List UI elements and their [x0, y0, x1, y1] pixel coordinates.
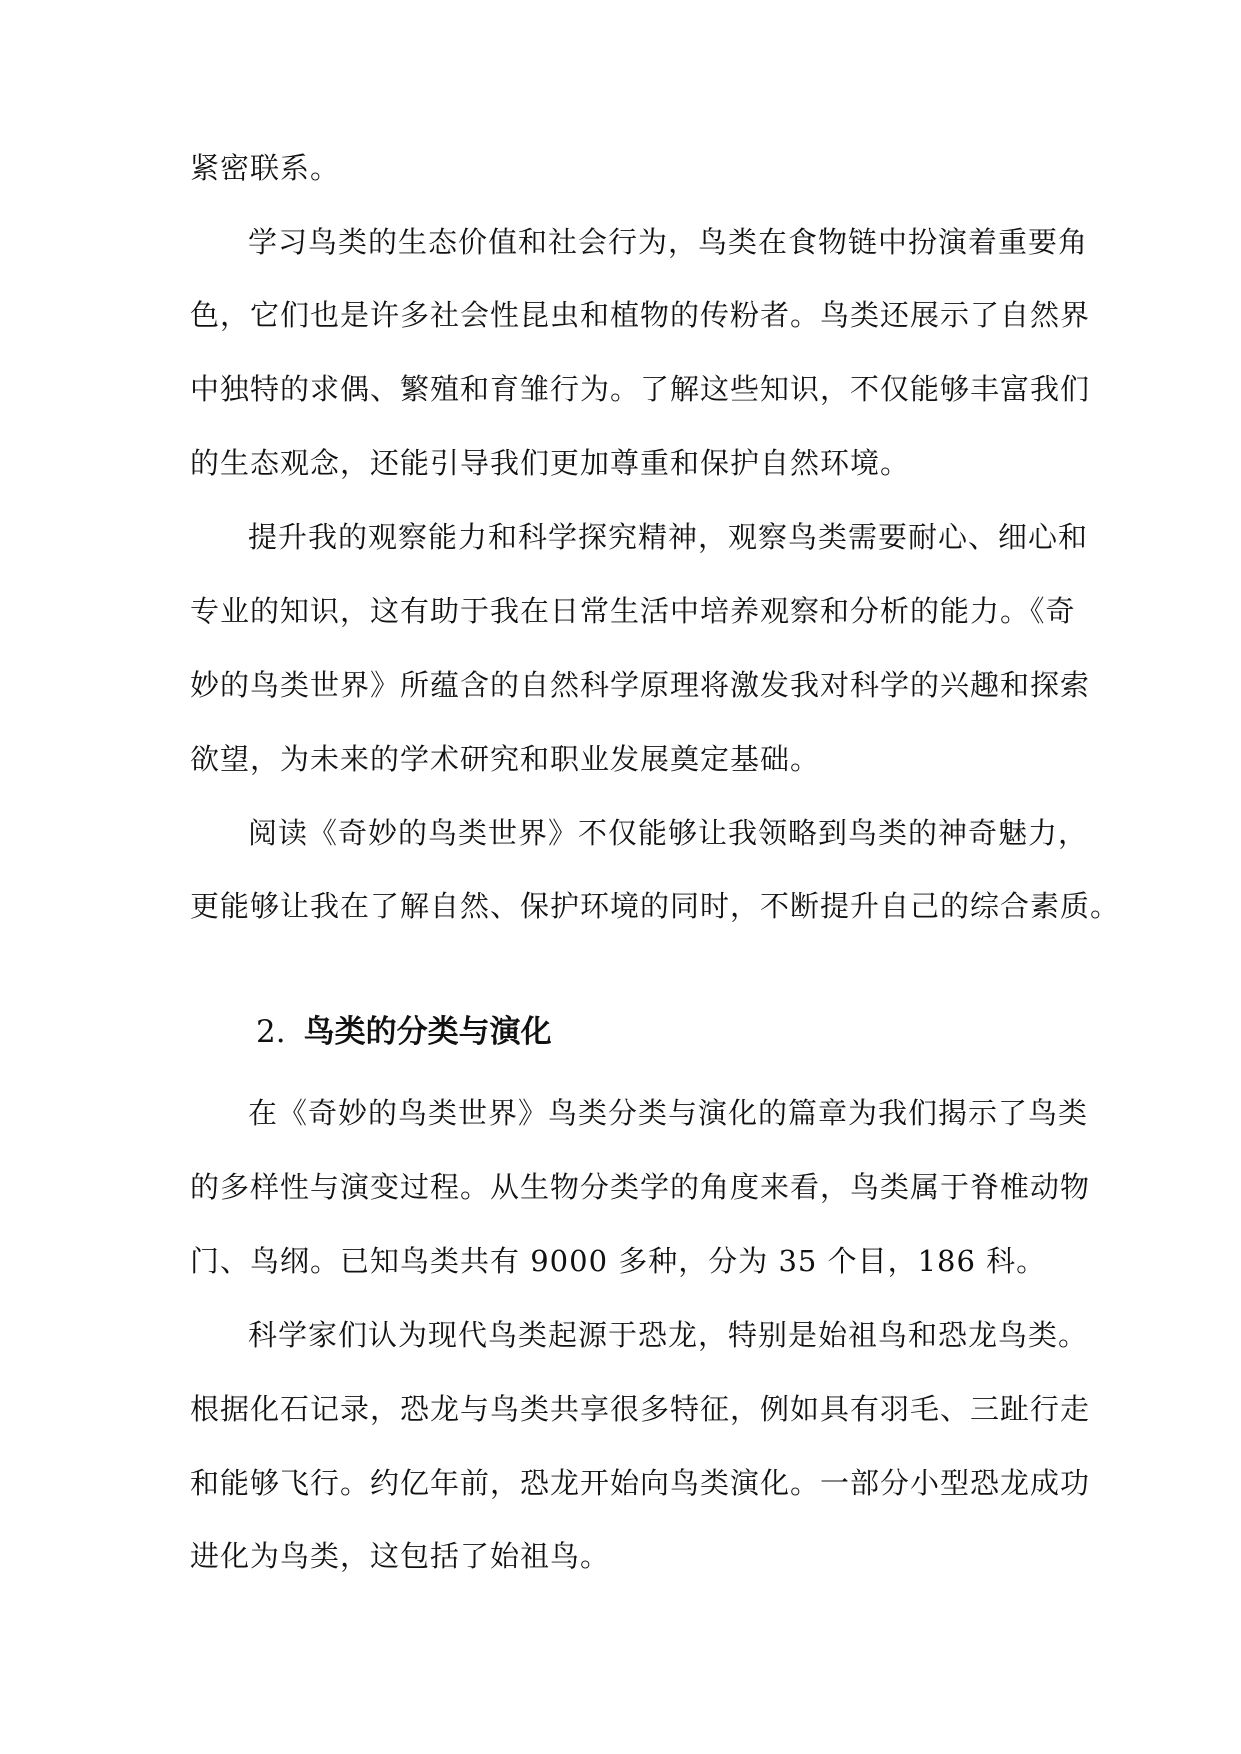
text-line: 中独特的求偶、繁殖和育雏行为。了解这些知识，不仅能够丰富我们	[190, 372, 1091, 406]
text-line: 在《奇妙的鸟类世界》鸟类分类与演化的篇章为我们揭示了鸟类	[248, 1096, 1089, 1130]
text-line: 门、鸟纲。已知鸟类共有 9000 多种，分为 35 个目，186 科。	[190, 1244, 1047, 1278]
text-line: 妙的鸟类世界》所蕴含的自然科学原理将激发我对科学的兴趣和探索	[190, 668, 1091, 702]
text-line: 阅读《奇妙的鸟类世界》不仅能够让我领略到鸟类的神奇魅力，	[248, 816, 1089, 850]
text-line: 根据化石记录，恐龙与鸟类共享很多特征，例如具有羽毛、三趾行走	[190, 1392, 1091, 1426]
text-line: 的多样性与演变过程。从生物分类学的角度来看，鸟类属于脊椎动物	[190, 1170, 1091, 1204]
text-line: 紧密联系。	[190, 151, 341, 185]
section-number: 2.	[256, 1014, 286, 1050]
text-line: 提升我的观察能力和科学探究精神，观察鸟类需要耐心、细心和	[248, 520, 1089, 554]
text-line: 专业的知识，这有助于我在日常生活中培养观察和分析的能力。《奇	[190, 594, 1076, 628]
text-line: 欲望，为未来的学术研究和职业发展奠定基础。	[190, 742, 821, 776]
text-line: 色，它们也是许多社会性昆虫和植物的传粉者。鸟类还展示了自然界	[190, 298, 1091, 332]
text-line: 更能够让我在了解自然、保护环境的同时，不断提升自己的综合素质。	[190, 889, 1121, 923]
text-line: 学习鸟类的生态价值和社会行为，鸟类在食物链中扮演着重要角	[248, 225, 1089, 259]
text-line: 的生态观念，还能引导我们更加尊重和保护自然环境。	[190, 446, 911, 480]
text-line: 和能够飞行。约亿年前，恐龙开始向鸟类演化。一部分小型恐龙成功	[190, 1466, 1091, 1500]
text-line: 科学家们认为现代鸟类起源于恐龙，特别是始祖鸟和恐龙鸟类。	[248, 1318, 1089, 1352]
section-heading	[256, 1010, 552, 1054]
text-line: 进化为鸟类，这包括了始祖鸟。	[190, 1539, 611, 1573]
section-title: 鸟类的分类与演化	[303, 1014, 552, 1050]
